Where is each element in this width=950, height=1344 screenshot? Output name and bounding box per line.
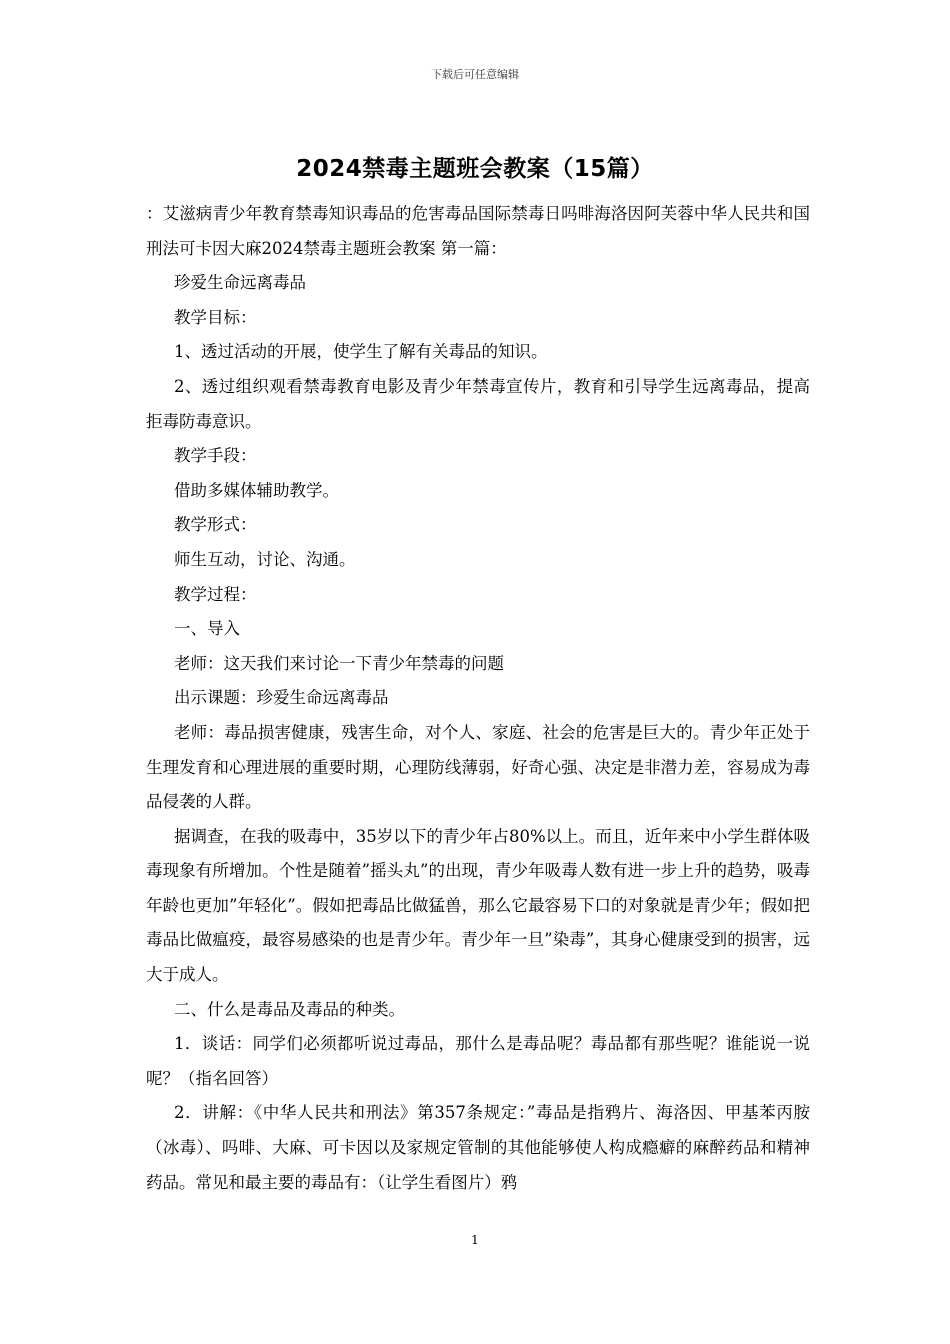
body-paragraph: 出示课题：珍爱生命远离毒品 [174,688,389,708]
body-paragraph: 1．谈话：同学们必须都听说过毒品，那什么是毒品呢？毒品都有那些呢？谁能说一说呢？（指名回答） [146,1034,810,1088]
body-paragraph: 师生互动，讨论、沟通。 [174,549,356,569]
body-paragraph: 据调查，在我的吸毒中，35岁以下的青少年占80%以上。而且，近年来中小学生群体吸毒现象有所增加。个性是随着”摇头丸”的出现，青少年吸毒人数有进一步上升的趋势，吸毒年龄也更加”年轻化”。假如把毒品比做猛兽，那么它最容易下口的对象就是青少年；假如把毒品比做瘟疫，最容易感染的也是青少年。青少年一旦”染毒”，其身心健康受到的损害，远大于成人。 [146,826,810,985]
body-paragraph: 2、透过组织观看禁毒教育电影及青少年禁毒宣传片，教育和引导学生远离毒品，提高拒毒防毒意识。 [146,376,810,431]
body-paragraph: 教学目标： [174,307,257,327]
body-paragraph: 教学手段： [174,446,257,466]
body-paragraph: 一、导入 [174,619,240,639]
body-paragraph: ：艾滋病青少年教育禁毒知识毒品的危害毒品国际禁毒日吗啡海洛因阿芙蓉中华人民共和国刑法可卡因大麻2024禁毒主题班会教案 第一篇： [146,204,810,258]
body-paragraph: 教学过程： [174,584,257,604]
page-header-note: 下载后可任意编辑 [431,68,519,81]
body-paragraph: 老师：毒品损害健康，残害生命，对个人、家庭、社会的危害是巨大的。青少年正处于生理发育和心理进展的重要时期，心理防线薄弱，好奇心强、决定是非潜力差，容易成为毒品侵袭的人群。 [146,722,810,812]
page-number: 1 [471,1233,479,1247]
body-paragraph: 2．讲解：《中华人民共和刑法》第357条规定：”毒品是指鸦片、海洛因、甲基苯丙胺（冰毒）、吗啡、大麻、可卡因以及家规定管制的其他能够使人构成瘾癖的麻醉药品和精神药品。常见和最主要的毒品有：（让学生看图片）鸦 [146,1103,810,1192]
body-paragraph: 珍爱生命远离毒品 [174,273,306,293]
document-title: 2024禁毒主题班会教案（15篇） [296,156,654,182]
document-body [146,197,810,1200]
body-paragraph: 二、什么是毒品及毒品的种类。 [174,999,405,1019]
body-paragraph: 教学形式： [174,515,257,535]
body-paragraph: 借助多媒体辅助教学。 [174,480,339,500]
body-paragraph: 1、透过活动的开展，使学生了解有关毒品的知识。 [174,342,548,362]
body-paragraph: 老师：这天我们来讨论一下青少年禁毒的问题 [174,653,504,673]
